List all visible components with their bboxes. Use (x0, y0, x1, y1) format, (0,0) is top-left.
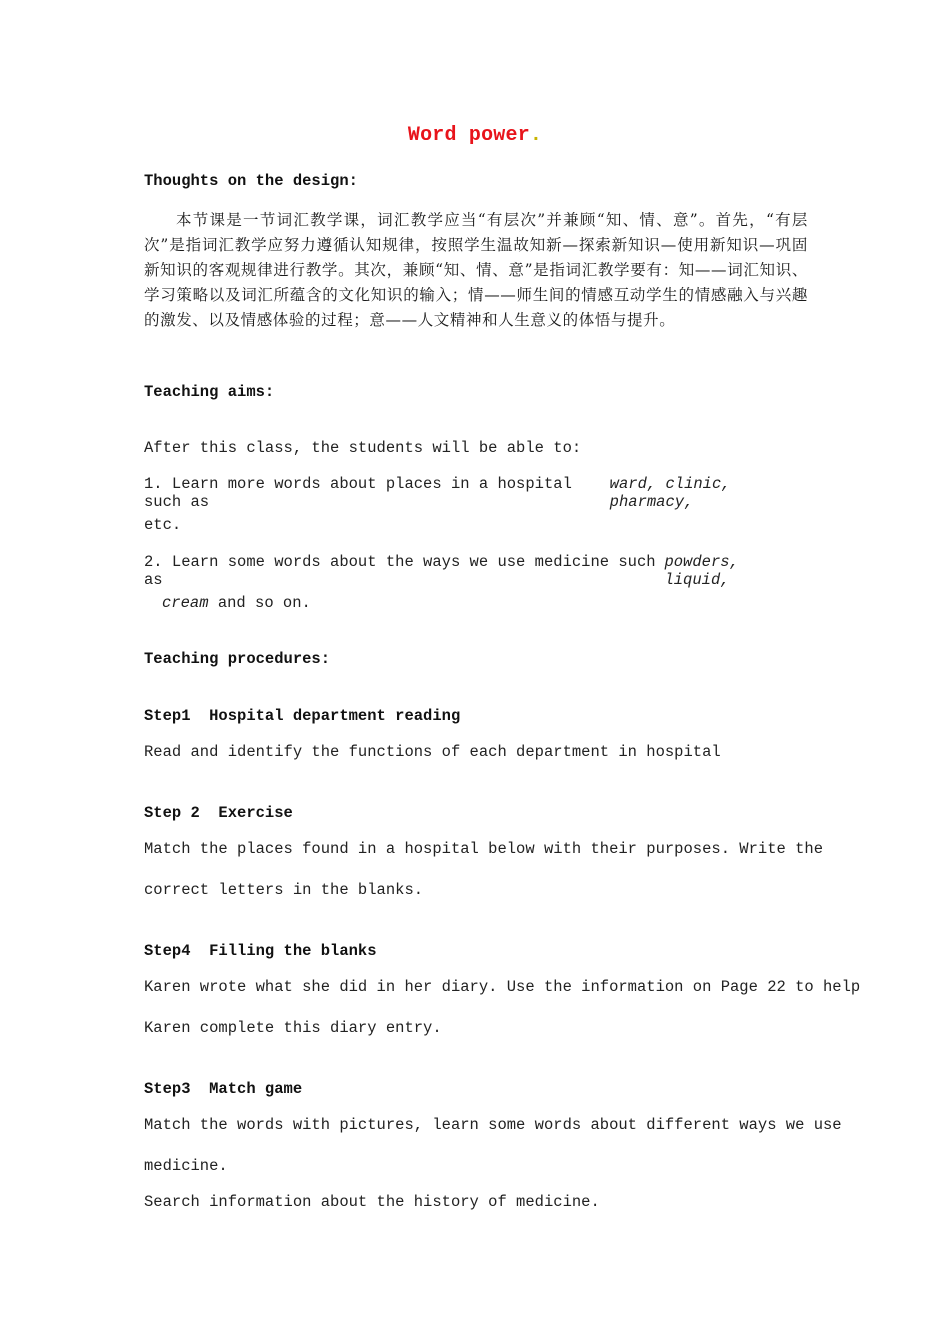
step4-text-1: Karen wrote what she did in her diary. Use the information on Page 22 to help (144, 978, 861, 996)
title-text: Word power (407, 124, 530, 147)
step1-text: Read and identify the functions of each department in hospital (144, 743, 721, 761)
aim-item-2-tail (162, 594, 826, 612)
aim-item-1-tail: etc. (144, 516, 182, 534)
aim-item-1-words: ward, clinic, pharmacy, (609, 475, 731, 511)
procedures-heading: Teaching procedures: (144, 650, 331, 668)
aim-item-1 (144, 475, 808, 511)
aim-item-2 (144, 553, 808, 589)
aim-item-2-tail-word: cream (162, 594, 209, 612)
thoughts-body: 本节课是一节词汇教学课，词汇教学应当“有层次”并兼顾“知、情、意”。首先，“有层次”是指词汇教学应努力遵循认知规律，按照学生温故知新—探索新知识—使用新知识—巩固新知识的客观规律进行教学。其次，兼顾“知、情、意”是指词汇教学要有：知——词汇知识、学习策略以及词汇所蕴含的文化知识的输入；情——师生间的情感互动学生的情感融入与兴趣的激发、以及情感体验的过程；意——人文精神和人生意义的体悟与提升。 (144, 211, 808, 329)
step1-title: Step1 Hospital department reading (144, 707, 461, 725)
aims-heading: Teaching aims: (144, 383, 275, 401)
step3-text-3: Search information about the history of medicine. (144, 1193, 600, 1211)
step3-text-2: medicine. (144, 1157, 228, 1175)
step2-text-2: correct letters in the blanks. (144, 881, 424, 899)
title-marker: . (529, 124, 543, 147)
step4-title: Step4 Filling the blanks (144, 942, 377, 960)
thoughts-heading: Thoughts on the design: (144, 172, 358, 190)
aim-item-2-words: powders, liquid, (664, 553, 739, 589)
step3-text-1: Match the words with pictures, learn some words about different ways we use (144, 1116, 842, 1134)
step4-text-2: Karen complete this diary entry. (144, 1019, 442, 1037)
aim-item-2-tail-text: and so on. (208, 594, 311, 612)
step2-text-1: Match the places found in a hospital below with their purposes. Write the (144, 840, 824, 858)
step3-title: Step3 Match game (144, 1080, 303, 1098)
aim-item-2-text: 2. Learn some words about the ways we use medicine such as (144, 553, 656, 589)
step2-title: Step 2 Exercise (144, 804, 293, 822)
aims-intro: After this class, the students will be able to: (144, 439, 582, 457)
aim-item-1-text: 1. Learn more words about places in a hospital such as (144, 475, 572, 511)
page-title (0, 124, 950, 147)
